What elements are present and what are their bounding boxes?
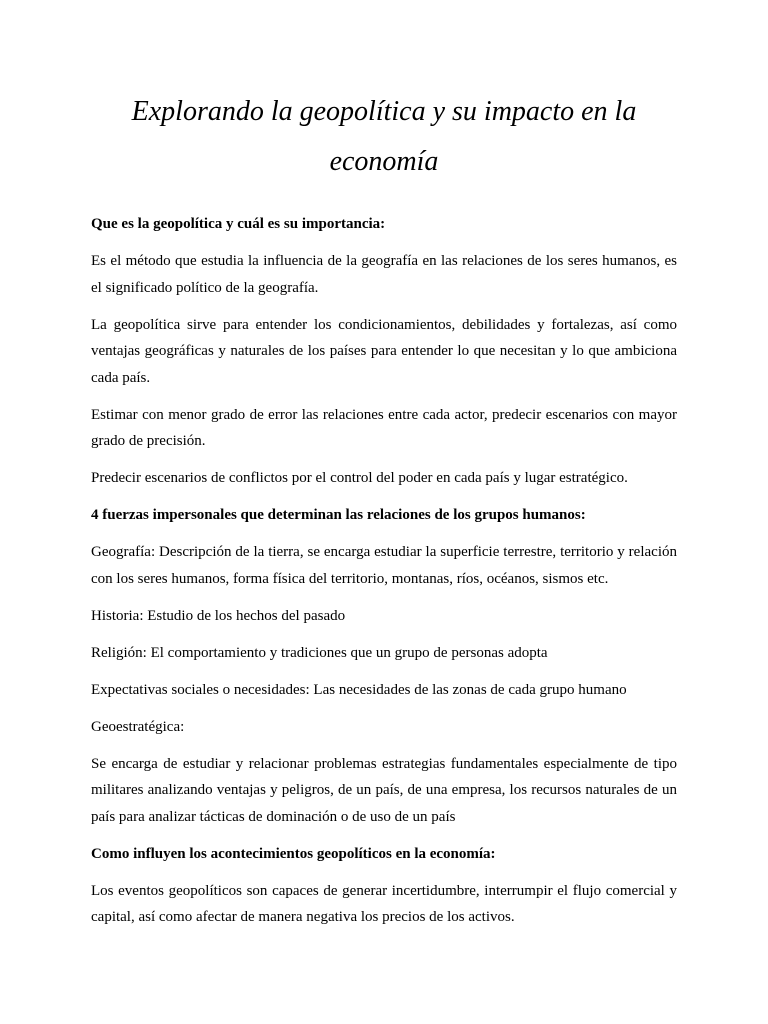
paragraph: Geografía: Descripción de la tierra, se encarga estudiar la superficie terrestre, territorio y relación con los seres humanos, forma física del territorio, montanas, ríos, océanos, sismos etc. <box>91 544 677 587</box>
section-heading: 4 fuerzas impersonales que determinan las relaciones de los grupos humanos: <box>91 507 586 523</box>
paragraph: La geopolítica sirve para entender los condicionamientos, debilidades y fortalezas, así como ventajas geográficas y naturales de los países para entender lo que necesitan y lo que ambiciona cada país. <box>91 316 677 386</box>
paragraph: Los eventos geopolíticos son capaces de generar incertidumbre, interrumpir el flujo comercial y capital, así como afectar de manera negativa los precios de los activos. <box>91 882 677 925</box>
paragraph: Expectativas sociales o necesidades: Las necesidades de las zonas de cada grupo humano <box>91 681 627 698</box>
paragraph: Es el método que estudia la influencia de la geografía en las relaciones de los seres humanos, es el significado político de la geografía. <box>91 253 677 296</box>
document-body <box>91 211 677 931</box>
paragraph: Estimar con menor grado de error las relaciones entre cada actor, predecir escenarios con mayor grado de precisión. <box>91 406 677 449</box>
paragraph: Se encarga de estudiar y relacionar problemas estrategias fundamentales especialmente de tipo militares analizando ventajas y peligros, de un país, de una empresa, los recursos naturales de un país para analizar tácticas de dominación o de uso de un país <box>91 755 677 825</box>
document-title: Explorando la geopolítica y su impacto en la economía <box>131 96 637 177</box>
paragraph: Historia: Estudio de los hechos del pasado <box>91 607 346 624</box>
section-heading: Como influyen los acontecimientos geopolíticos en la economía: <box>91 845 496 862</box>
paragraph: Geoestratégica: <box>91 718 185 735</box>
paragraph: Predecir escenarios de conflictos por el control del poder en cada país y lugar estratégico. <box>91 470 628 486</box>
section-heading: Que es la geopolítica y cuál es su importancia: <box>91 216 386 232</box>
paragraph: Religión: El comportamiento y tradiciones que un grupo de personas adopta <box>91 644 548 661</box>
